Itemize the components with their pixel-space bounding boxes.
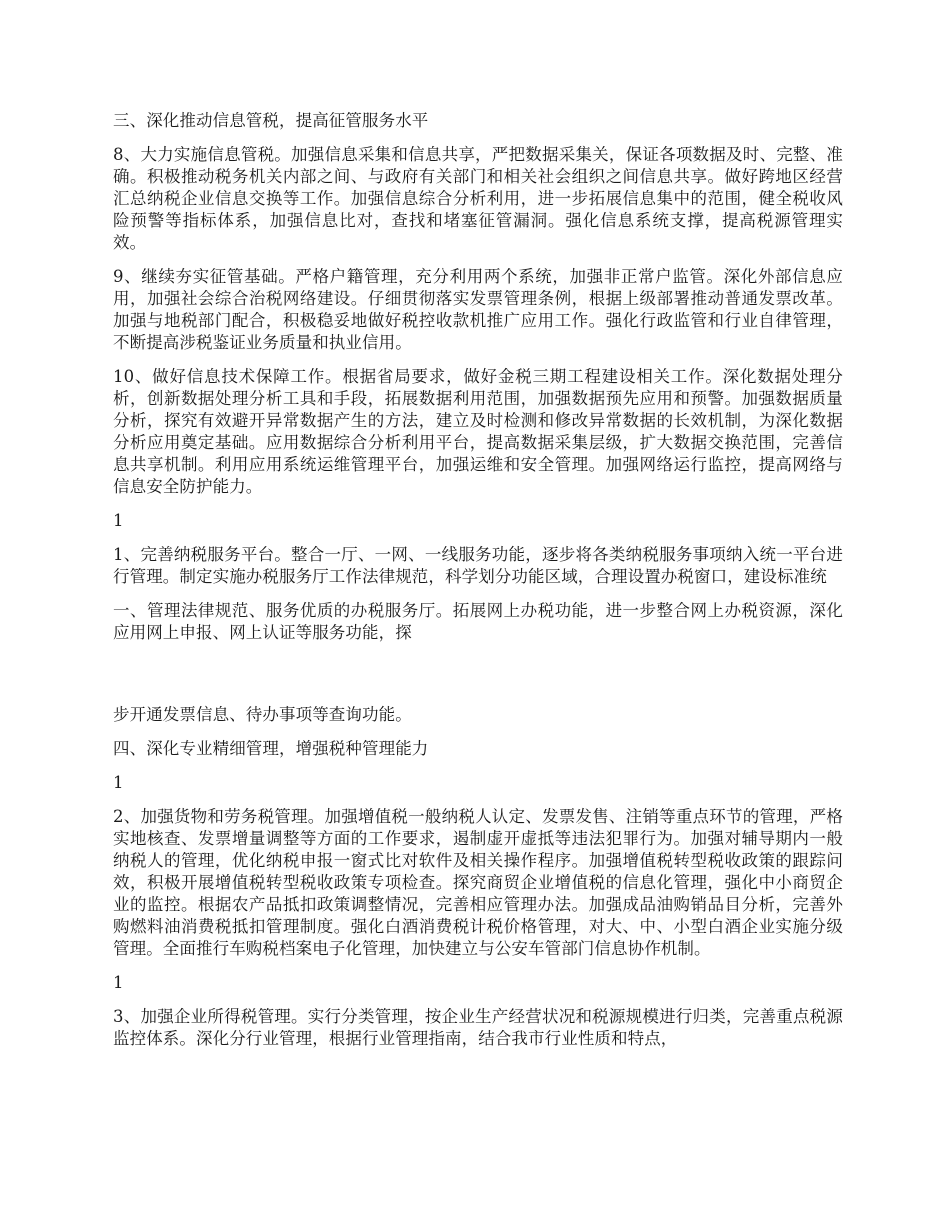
section-heading-4: 四、深化专业精细管理，增强税种管理能力 <box>113 739 429 758</box>
marker-one: 1 <box>113 773 124 792</box>
paragraph-item-8: 8、大力实施信息管税。加强信息采集和信息共享，严把数据采集关，保证各项数据及时、完整、准确。积极推动税务机关内部之间、与政府有关部门和相关社会组织之间信息共享。做好跨地区经营汇总纳税企业信息交换等工作。加强信息综合分析利用，进一步拓展信息集中的范围，健全税收风险预警等指标体系，加强信息比对，查找和堵塞征管漏洞。强化信息系统支撑，提高税源管理实效。 <box>113 145 843 252</box>
page-break-gap <box>113 656 843 704</box>
section-heading-3: 三、深化推动信息管税，提高征管服务水平 <box>113 111 429 130</box>
marker-one: 1 <box>113 511 124 530</box>
paragraph-item-9: 9、继续夯实征管基础。严格户籍管理，充分利用两个系统，加强非正常户监管。深化外部信息应用，加强社会综合治税网络建设。仔细贯彻落实发票管理条例，根据上级部署推动普通发票改革。加强与地税部门配合，积极稳妥地做好税控收款机推广应用工作。强化行政监管和行业自律管理，不断提高涉税鉴证业务质量和执业信用。 <box>113 267 843 352</box>
paragraph-service-hall: 一、管理法律规范、服务优质的办税服务厅。拓展网上办税功能，进一步整合网上办税资源，深化应用网上申报、网上认证等服务功能，探 <box>113 601 843 642</box>
paragraph-continuation: 步开通发票信息、待办事项等查询功能。 <box>113 705 412 724</box>
paragraph-service-1: 1、完善纳税服务平台。整合一厅、一网、一线服务功能，逐步将各类纳税服务事项纳入统一平台进行管理。制定实施办税服务厅工作法律规范，科学划分功能区域，合理设置办税窗口，建设标准统 <box>113 545 843 586</box>
paragraph-item-2: 2、加强货物和劳务税管理。加强增值税一般纳税人认定、发票发售、注销等重点环节的管理，严格实地核查、发票增量调整等方面的工作要求，遏制虚开虚抵等违法犯罪行为。加强对辅导期内一般纳税人的管理，优化纳税申报一窗式比对软件及相关操作程序。加强增值税转型税收政策的跟踪问效，积极开展增值税转型税收政策专项检查。探究商贸企业增值税的信息化管理，强化中小商贸企业的监控。根据农产品抵扣政策调整情况，完善相应管理办法。加强成品油购销品目分析，完善外购燃料油消费税抵扣管理制度。强化白酒消费税计税价格管理，对大、中、小型白酒企业实施分级管理。全面推行车购税档案电子化管理，加快建立与公安车管部门信息协作机制。 <box>113 807 843 958</box>
document-body <box>113 110 843 1062</box>
marker-one: 1 <box>113 973 124 992</box>
paragraph-item-3: 3、加强企业所得税管理。实行分类管理，按企业生产经营状况和税源规模进行归类，完善重点税源监控体系。深化分行业管理，根据行业管理指南，结合我市行业性质和特点， <box>113 1007 843 1048</box>
paragraph-item-10: 10、做好信息技术保障工作。根据省局要求，做好金税三期工程建设相关工作。深化数据处理分析，创新数据处理分析工具和手段，拓展数据利用范围，加强数据预先应用和预警。加强数据质量分析，探究有效避开异常数据产生的方法，建立及时检测和修改异常数据的长效机制，为深化数据分析应用奠定基础。应用数据综合分析利用平台，提高数据采集层级，扩大数据交换范围，完善信息共享机制。利用应用系统运维管理平台，加强运维和安全管理。加强网络运行监控，提高网络与信息安全防护能力。 <box>113 367 843 496</box>
